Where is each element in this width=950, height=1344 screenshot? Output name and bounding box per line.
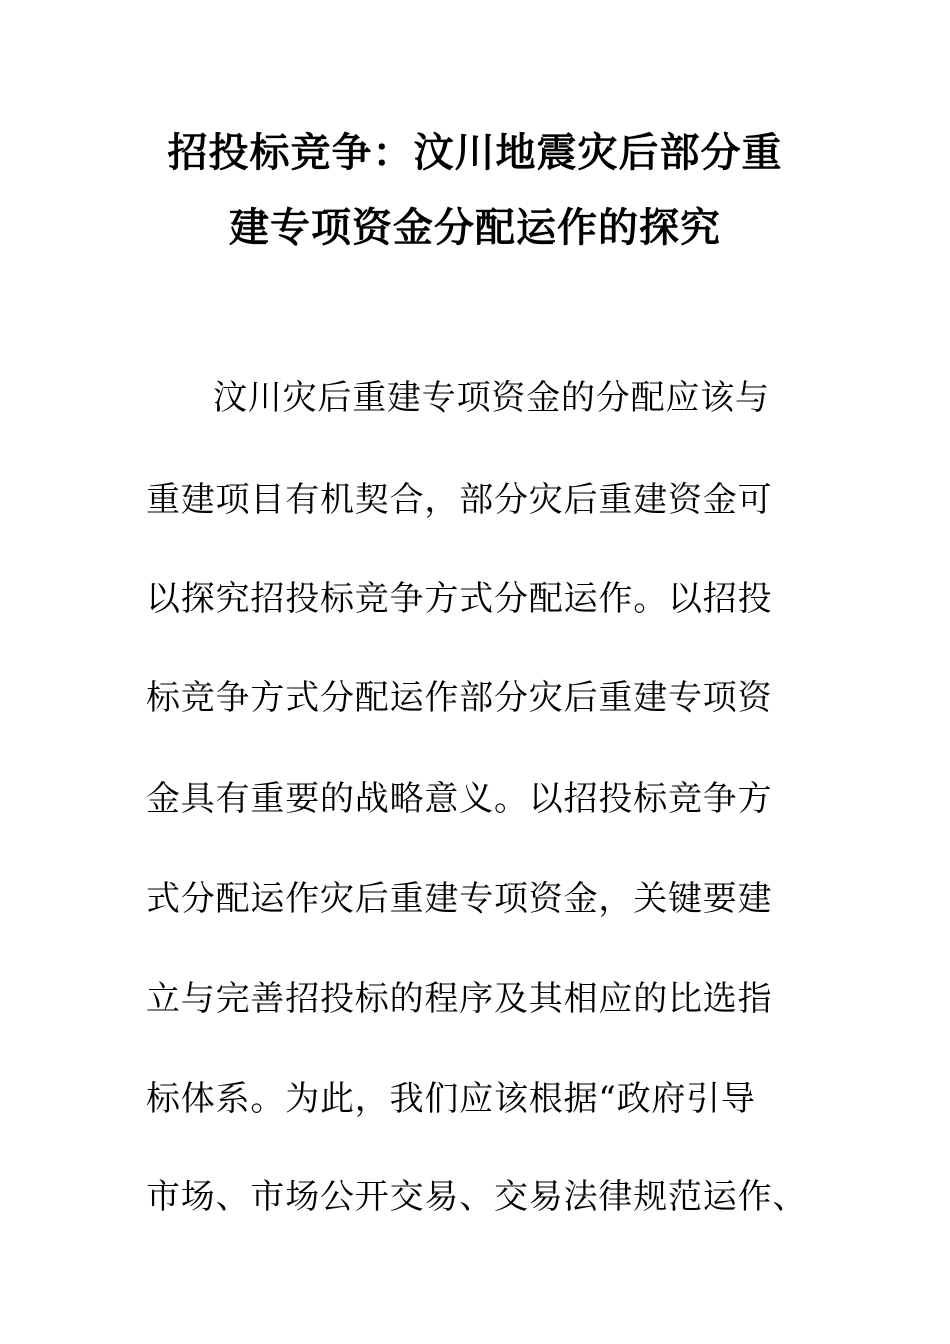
body-text-line: 标体系。为此，我们应该根据“政府引导 [146,1079,756,1119]
body-text-line: 立与完善招投标的程序及其相应的比选指 [146,979,773,1019]
document-title-line-1: 招投标竞争：汶川地震灾后部分重 [167,129,783,176]
body-text-line: 汶川灾后重建专项资金的分配应该与 [213,378,770,418]
body-text-line: 标竞争方式分配运作部分灾后重建专项资 [146,678,773,718]
body-text-line: 金具有重要的战略意义。以招投标竞争方 [146,779,773,819]
body-text-line: 式分配运作灾后重建专项资金，关键要建 [146,879,773,919]
body-text-line: 市场、市场公开交易、交易法律规范运作、 [146,1177,808,1217]
document-title-line-2: 建专项资金分配运作的探究 [229,204,721,251]
body-text-line: 以探究招投标竞争方式分配运作。以招投 [146,579,773,619]
body-text-line: 重建项目有机契合，部分灾后重建资金可 [146,480,773,520]
